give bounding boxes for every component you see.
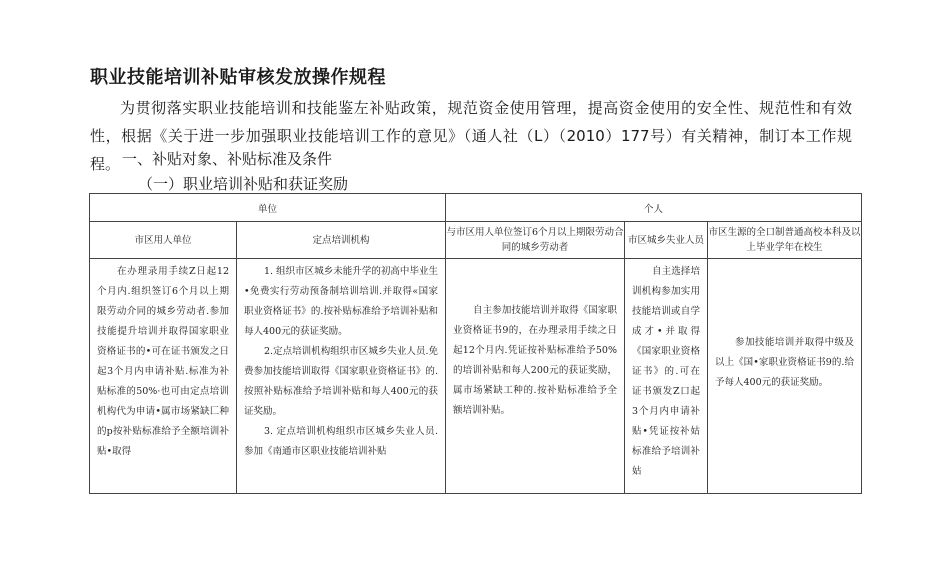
group-header-unit: 单位: [90, 194, 446, 222]
table-cell: [708, 259, 862, 494]
institution-item-3: 3. 定点培训机构组织市区城乡失业人员.参加《南通市区职业技能培训补贴: [244, 426, 439, 457]
subsidy-table: [89, 193, 862, 494]
column-header-students: [708, 222, 862, 259]
table-cell: [237, 259, 446, 494]
column-header-label: 市区城乡失业人员: [628, 234, 705, 246]
group-header-individual: 个人: [446, 194, 862, 222]
employer-cell-text: 在办理录用手续Z日起12个月内.组织签订6个月以上期限劳动介同的城乡劳动者.参加技能提升培训并取得国家职业资格证书的•可在证书颁发之日起3个月内申请补贴.标准为补贴标准的50%·也可由定点培训机构代为申请•属市场紧缺匚种的p按补贴标准给予全额培训补贴•取得: [97, 266, 229, 457]
table-cell: [90, 259, 237, 494]
contract-workers-cell-text: 自主参加技能培训并取得《国家职业资格证书9的，在办理录用手续之日起12个月内.凭证按补贴标准给予50%的培训补贴和每人200元的获证奖励，属市场紧缺工种的.按补贴标准给予全额培训补贴。: [453, 305, 618, 416]
column-header-label: 与市区用人单位签订6个月以上期限劳动合同的城乡劳动者: [446, 227, 624, 253]
document-title: 职业技能培训补贴审核发放操作规程: [90, 67, 386, 88]
intro-paragraph: 为贯彻落实职业技能培训和技能鉴左补贴政策，规范资金使用管理，提高资金使用的安全性、规范性和有效性，根据《关于进一步加强职业技能培训工作的意见》（通人社（L）（2010）177号）有关精神，制订本工作规程。: [90, 99, 852, 173]
table-column-header-row: [90, 222, 862, 259]
table-row: [90, 259, 862, 494]
table-cell: [446, 259, 625, 494]
column-header-label: 定点培训机构: [312, 234, 370, 246]
column-header-label: 市区生源的全口制普通高校本科及以上毕业学年在校生: [708, 227, 861, 253]
column-header-label: 市区用人单位: [134, 234, 192, 246]
section-heading: 一、补贴对象、补贴标准及条件: [122, 150, 333, 168]
table-cell: [625, 259, 708, 494]
students-cell-text: 参加技能培训并取得中级及以上《国•家职业资格证书9的.给予每人400元的获证奖励。: [715, 337, 855, 388]
column-header-employer: [90, 222, 237, 259]
institution-item-2: 2.定点培训机构组织市区城乡失业人员.免费参加技能培训取得《国家职业资格证书》的.按照补贴标准给予培训补贴和每人400元的获证奖励。: [244, 346, 439, 417]
subsection-heading: （一）职业培训补贴和获证奖励: [138, 175, 349, 193]
unemployed-cell-text: 自主选择培训机构参加实用技能培训或自学成才•并取得《国家职业资格证书》的.可在证书颁发Z口起3个月内申请补贴•凭证按补姑标准给予培训补姑: [632, 266, 701, 477]
table-group-header-row: [90, 194, 862, 222]
column-header-unemployed: [625, 222, 708, 259]
column-header-training-institution: [237, 222, 446, 259]
institution-item-1: 1. 组织市区城乡未能升学的初高中毕业生•免费实行劳动预备制培训培训.并取得«国家职业资格证书》的.按补贴标准给予培训补贴和每人400元的获证奖励。: [244, 266, 439, 337]
column-header-contract-workers: [446, 222, 625, 259]
